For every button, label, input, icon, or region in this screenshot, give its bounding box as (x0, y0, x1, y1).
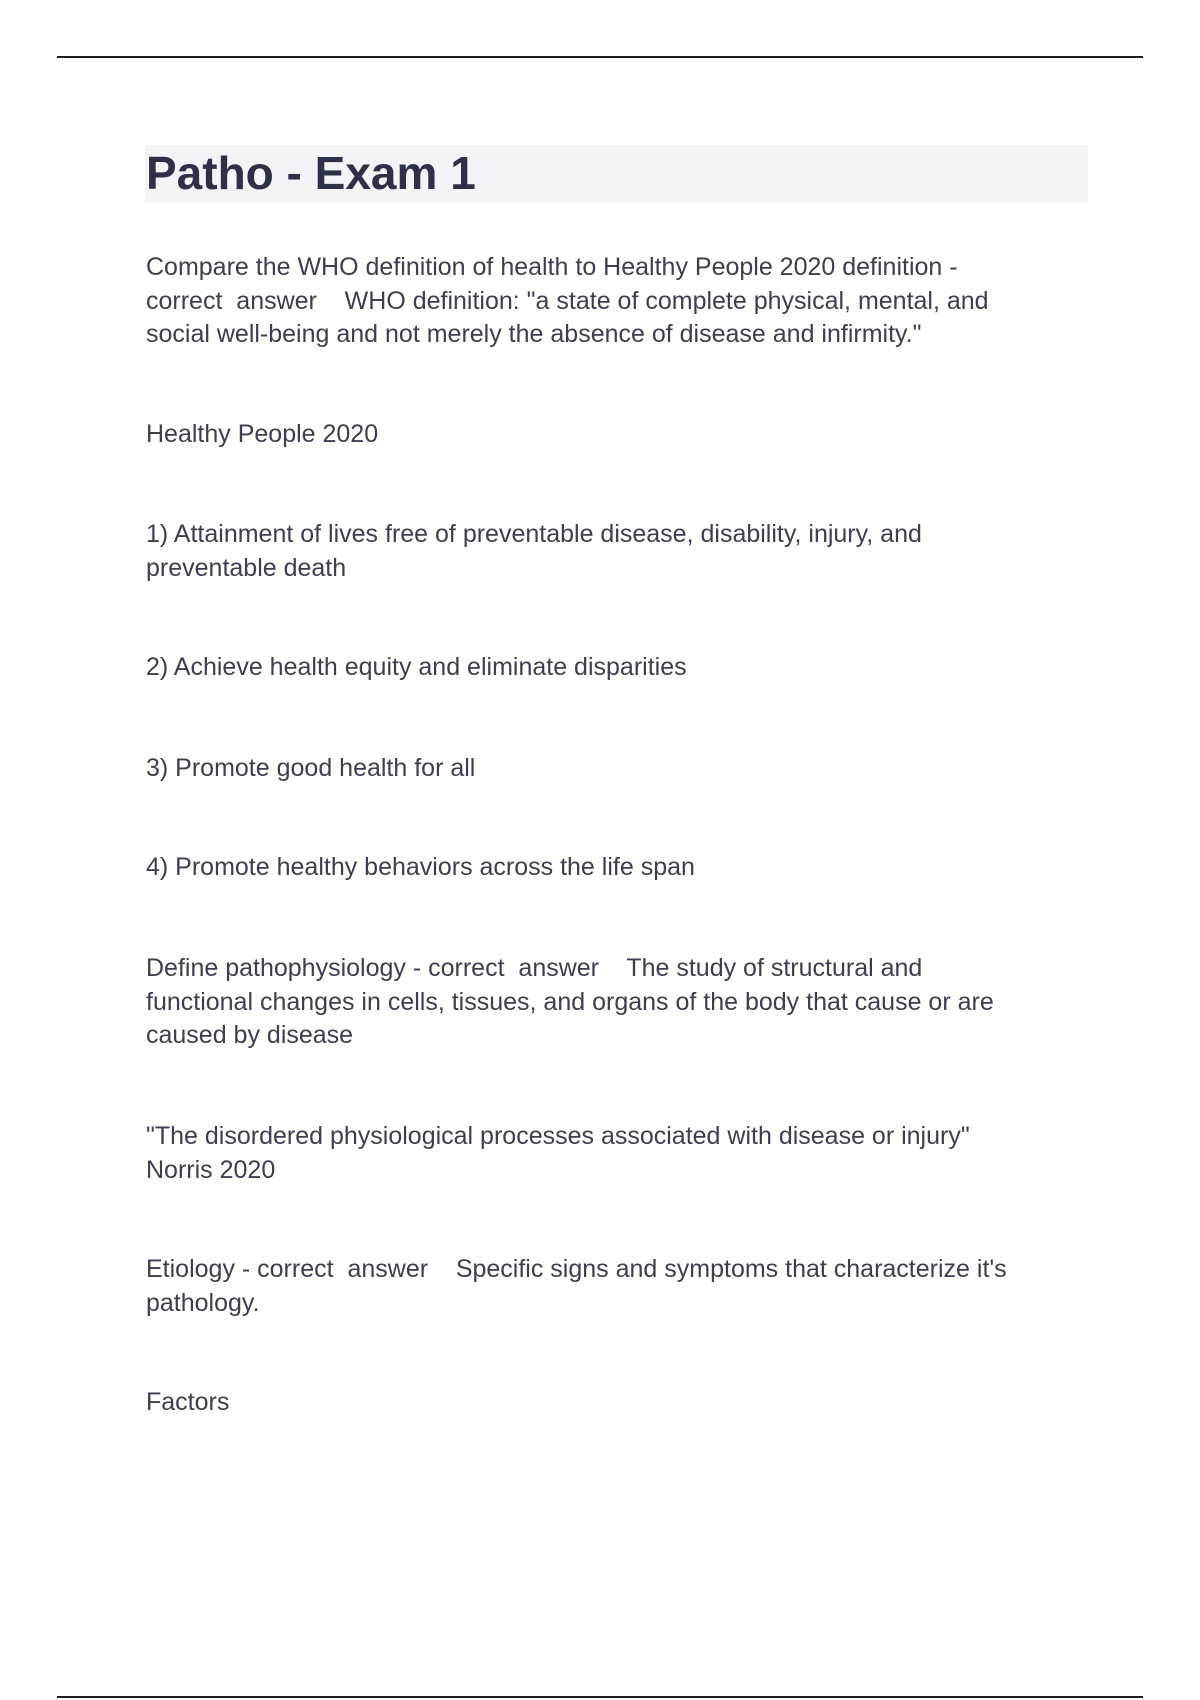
paragraph-goal-2: 2) Achieve health equity and eliminate disparities (146, 653, 687, 681)
paragraph-goal-3: 3) Promote good health for all (146, 754, 476, 782)
paragraph-etiology: Etiology - correct answer Specific signs and symptoms that characterize it's pathology. (146, 1255, 1007, 1317)
paragraph-goal-1: 1) Attainment of lives free of preventable disease, disability, injury, and preventable death (146, 520, 922, 582)
top-rule (57, 56, 1143, 58)
page-title: Patho - Exam 1 (146, 147, 476, 199)
paragraph-norris-quote: "The disordered physiological processes associated with disease or injury" Norris 2020 (146, 1122, 970, 1184)
paragraph-factors: Factors (146, 1388, 230, 1416)
paragraph-who-definition: Compare the WHO definition of health to Healthy People 2020 definition - correct answer WHO definition: "a state of complete physical, mental, and social well-being and not merely the absence of disease and infirmity." (146, 253, 989, 348)
paragraph-healthy-people-heading: Healthy People 2020 (146, 420, 379, 448)
bottom-rule (57, 1696, 1143, 1698)
paragraph-goal-4: 4) Promote healthy behaviors across the life span (146, 853, 695, 881)
paragraph-pathophysiology: Define pathophysiology - correct answer The study of structural and functional changes in cells, tissues, and organs of the body that cause or are caused by disease (146, 954, 994, 1049)
